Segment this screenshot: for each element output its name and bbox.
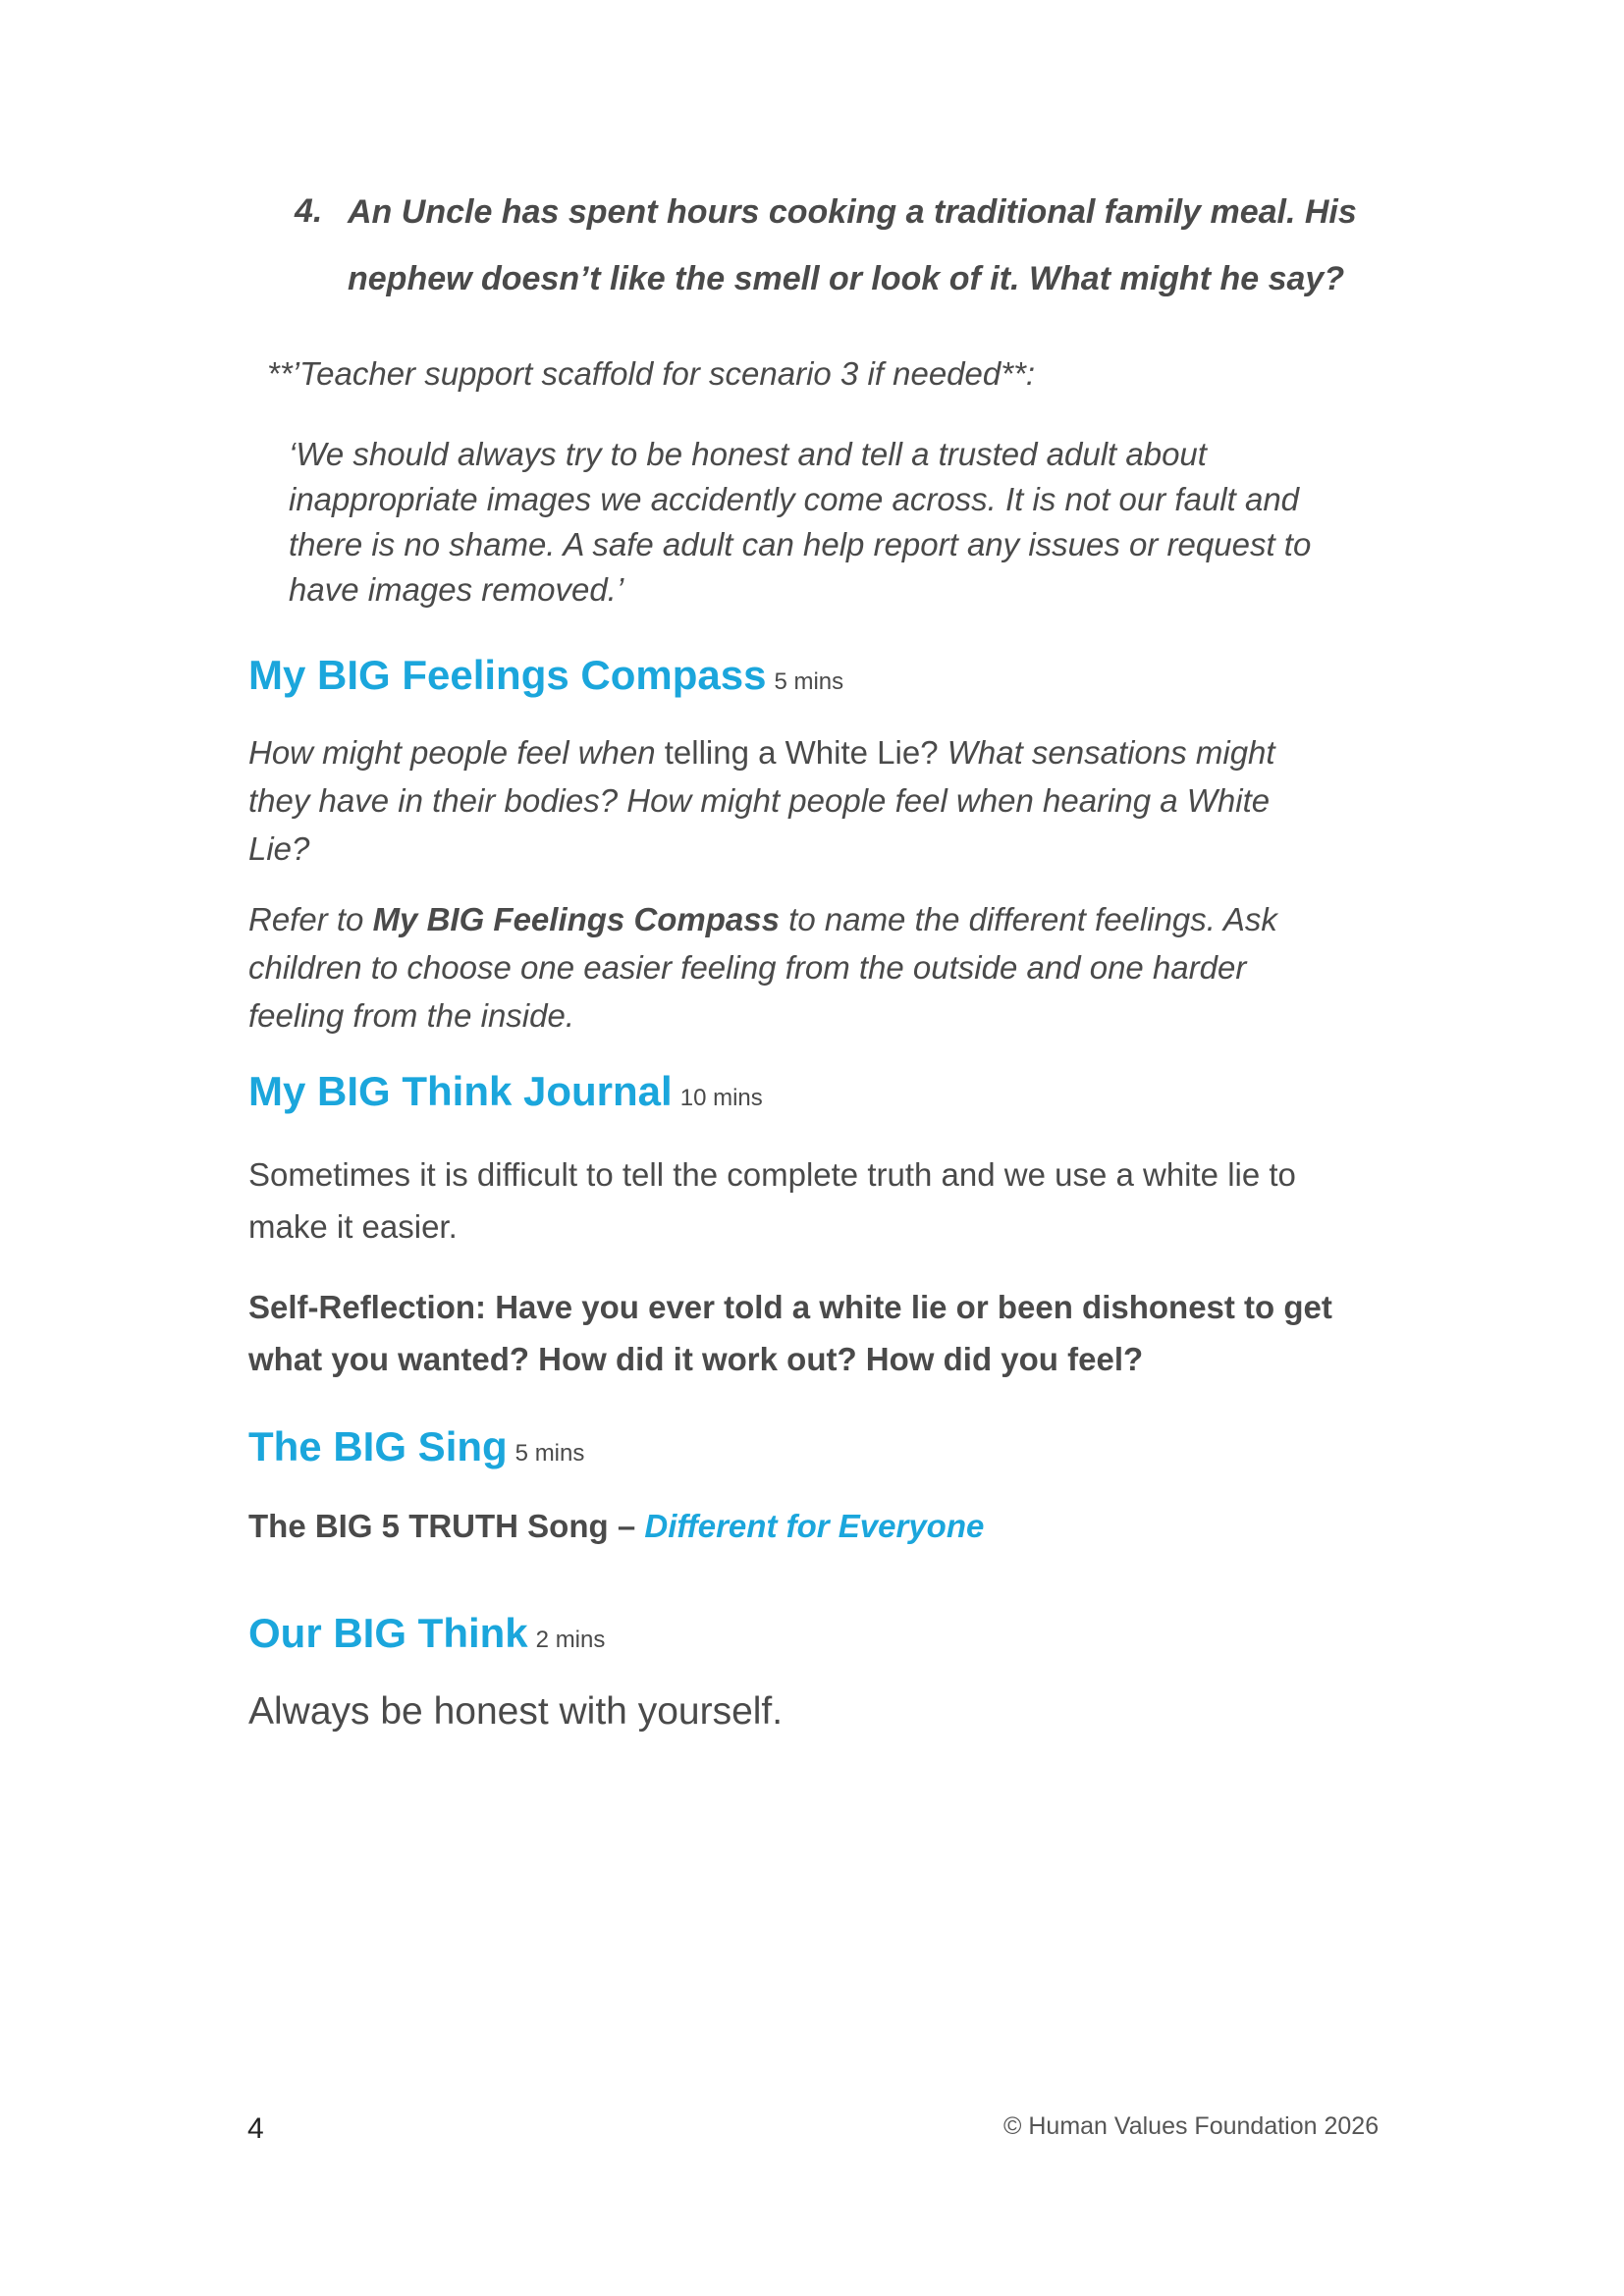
section-duration: 2 mins: [535, 1627, 606, 1653]
scenario-text: [348, 179, 1375, 312]
scaffold-heading: **’Teacher support scaffold for scenario 3 if needed**:: [267, 355, 1036, 392]
feelings-paragraph-2: [248, 895, 1378, 1040]
para-line: [248, 728, 1378, 776]
copyright-notice: © Human Values Foundation 2026: [1003, 2112, 1380, 2140]
para-text: to name the different feelings. Ask: [780, 901, 1277, 937]
section-duration: 5 mins: [514, 1440, 585, 1467]
song-link[interactable]: Different for Everyone: [644, 1508, 985, 1544]
big-think-statement: Always be honest with yourself.: [248, 1690, 784, 1733]
section-title: My BIG Feelings Compass: [248, 652, 767, 698]
journal-paragraph-1: [248, 1148, 1378, 1253]
page-number: 4: [247, 2112, 264, 2145]
para-line: they have in their bodies? How might people feel when hearing a White: [248, 782, 1271, 819]
para-line: [248, 895, 1378, 943]
para-line: Self-Reflection: Have you ever told a white lie or been dishonest to get: [248, 1289, 1332, 1325]
scenario-line: An Uncle has spent hours cooking a traditional family meal. His: [348, 193, 1357, 231]
section-title: The BIG Sing: [248, 1423, 508, 1469]
section-title: My BIG Think Journal: [248, 1068, 673, 1114]
scaffold-quote: [289, 432, 1388, 613]
big-sing-heading: [248, 1423, 584, 1470]
our-big-think-heading: [248, 1610, 605, 1657]
para-line: feeling from the inside.: [248, 997, 575, 1034]
scenario-line: nephew doesn’t like the smell or look of it. What might he say?: [348, 260, 1345, 297]
song-line: [248, 1502, 1378, 1550]
think-journal-heading: [248, 1068, 763, 1115]
section-title: Our BIG Think: [248, 1610, 528, 1656]
song-prefix: The BIG 5 TRUTH Song –: [248, 1508, 645, 1544]
para-line: children to choose one easier feeling from the outside and one harder: [248, 949, 1247, 986]
journal-self-reflection: [248, 1281, 1378, 1385]
quote-line: inappropriate images we accidently come across. It is not our fault and: [289, 481, 1300, 517]
feelings-paragraph-1: [248, 728, 1378, 873]
para-text: My BIG Feelings Compass: [372, 901, 780, 937]
quote-line: have images removed.’: [289, 571, 624, 608]
section-duration: 10 mins: [679, 1085, 763, 1111]
scenario-item: [295, 192, 1375, 312]
feelings-compass-heading: [248, 652, 843, 699]
scenario-number: 4.: [295, 192, 323, 230]
section-duration: 5 mins: [774, 668, 844, 695]
quote-line: there is no shame. A safe adult can help report any issues or request to: [289, 526, 1312, 562]
para-text: telling a White Lie?: [664, 734, 939, 771]
para-line: what you wanted? How did it work out? How did you feel?: [248, 1341, 1144, 1377]
para-text: How might people feel when: [248, 734, 665, 771]
para-line: Sometimes it is difficult to tell the complete truth and we use a white lie to: [248, 1156, 1296, 1193]
para-line: Lie?: [248, 830, 310, 867]
para-text: Refer to: [248, 901, 373, 937]
quote-line: ‘We should always try to be honest and tell a trusted adult about: [289, 436, 1207, 472]
para-text: What sensations might: [938, 734, 1275, 771]
para-line: make it easier.: [248, 1208, 458, 1245]
